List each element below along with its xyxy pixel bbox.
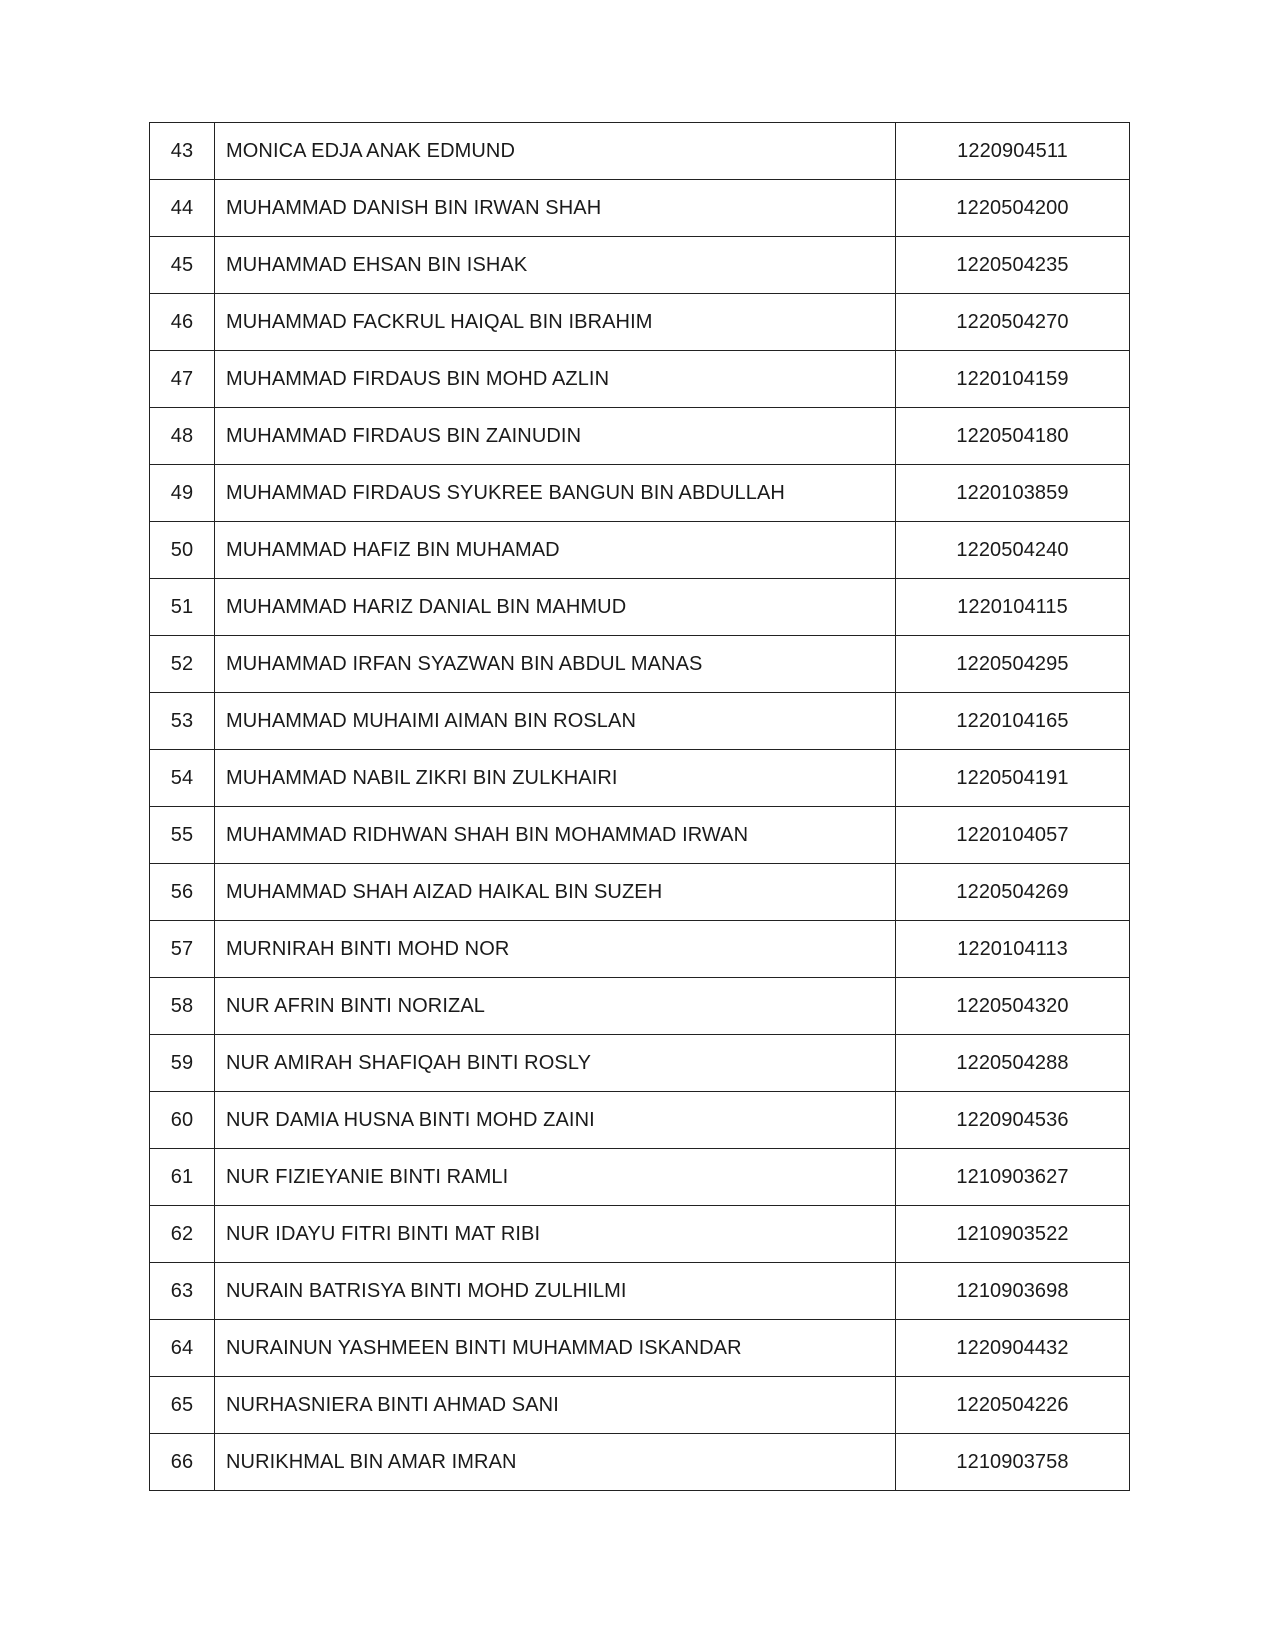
student-name-cell: NUR FIZIEYANIE BINTI RAMLI xyxy=(215,1149,896,1206)
table-row xyxy=(150,1035,1130,1092)
table-row xyxy=(150,864,1130,921)
student-id-cell: 1220504288 xyxy=(896,1035,1130,1092)
row-number-cell: 61 xyxy=(150,1149,215,1206)
row-number-cell: 48 xyxy=(150,408,215,465)
table-row xyxy=(150,351,1130,408)
student-id-cell: 1220904511 xyxy=(896,123,1130,180)
student-id-cell: 1220104057 xyxy=(896,807,1130,864)
student-id-cell: 1220104159 xyxy=(896,351,1130,408)
row-number-cell: 47 xyxy=(150,351,215,408)
table-row xyxy=(150,1377,1130,1434)
student-name-cell: NUR DAMIA HUSNA BINTI MOHD ZAINI xyxy=(215,1092,896,1149)
table-row xyxy=(150,1263,1130,1320)
student-id-cell: 1220504320 xyxy=(896,978,1130,1035)
student-id-cell: 1220504240 xyxy=(896,522,1130,579)
student-name-cell: MUHAMMAD EHSAN BIN ISHAK xyxy=(215,237,896,294)
row-number-cell: 45 xyxy=(150,237,215,294)
table-row xyxy=(150,978,1130,1035)
table-row xyxy=(150,1434,1130,1491)
table-row xyxy=(150,693,1130,750)
student-id-cell: 1220104113 xyxy=(896,921,1130,978)
student-id-cell: 1220504295 xyxy=(896,636,1130,693)
table-row xyxy=(150,237,1130,294)
student-name-cell: NUR IDAYU FITRI BINTI MAT RIBI xyxy=(215,1206,896,1263)
student-id-cell: 1220504191 xyxy=(896,750,1130,807)
student-name-cell: MUHAMMAD FIRDAUS BIN MOHD AZLIN xyxy=(215,351,896,408)
row-number-cell: 57 xyxy=(150,921,215,978)
table-row xyxy=(150,465,1130,522)
student-name-cell: MUHAMMAD HARIZ DANIAL BIN MAHMUD xyxy=(215,579,896,636)
row-number-cell: 52 xyxy=(150,636,215,693)
student-name-cell: NURAINUN YASHMEEN BINTI MUHAMMAD ISKANDAR xyxy=(215,1320,896,1377)
table-row xyxy=(150,522,1130,579)
student-name-cell: MUHAMMAD DANISH BIN IRWAN SHAH xyxy=(215,180,896,237)
student-name-cell: MUHAMMAD FACKRUL HAIQAL BIN IBRAHIM xyxy=(215,294,896,351)
table-row xyxy=(150,1149,1130,1206)
row-number-cell: 55 xyxy=(150,807,215,864)
student-id-cell: 1220104115 xyxy=(896,579,1130,636)
student-name-cell: MONICA EDJA ANAK EDMUND xyxy=(215,123,896,180)
student-id-cell: 1220904536 xyxy=(896,1092,1130,1149)
student-name-cell: MUHAMMAD IRFAN SYAZWAN BIN ABDUL MANAS xyxy=(215,636,896,693)
student-id-cell: 1220504180 xyxy=(896,408,1130,465)
table-row xyxy=(150,123,1130,180)
row-number-cell: 46 xyxy=(150,294,215,351)
table-row xyxy=(150,408,1130,465)
row-number-cell: 43 xyxy=(150,123,215,180)
student-name-cell: MUHAMMAD HAFIZ BIN MUHAMAD xyxy=(215,522,896,579)
student-id-cell: 1220103859 xyxy=(896,465,1130,522)
table-row xyxy=(150,750,1130,807)
table-row xyxy=(150,1320,1130,1377)
student-name-cell: NURHASNIERA BINTI AHMAD SANI xyxy=(215,1377,896,1434)
student-id-cell: 1220904432 xyxy=(896,1320,1130,1377)
row-number-cell: 60 xyxy=(150,1092,215,1149)
student-table xyxy=(149,122,1130,1491)
row-number-cell: 66 xyxy=(150,1434,215,1491)
table-row xyxy=(150,921,1130,978)
row-number-cell: 58 xyxy=(150,978,215,1035)
table-row xyxy=(150,807,1130,864)
student-id-cell: 1210903627 xyxy=(896,1149,1130,1206)
student-name-cell: MUHAMMAD RIDHWAN SHAH BIN MOHAMMAD IRWAN xyxy=(215,807,896,864)
student-id-cell: 1220504269 xyxy=(896,864,1130,921)
table-row xyxy=(150,180,1130,237)
row-number-cell: 59 xyxy=(150,1035,215,1092)
student-id-cell: 1220504226 xyxy=(896,1377,1130,1434)
student-id-cell: 1220104165 xyxy=(896,693,1130,750)
student-id-cell: 1220504200 xyxy=(896,180,1130,237)
table-row xyxy=(150,636,1130,693)
student-name-cell: NUR AFRIN BINTI NORIZAL xyxy=(215,978,896,1035)
row-number-cell: 50 xyxy=(150,522,215,579)
row-number-cell: 49 xyxy=(150,465,215,522)
row-number-cell: 51 xyxy=(150,579,215,636)
row-number-cell: 56 xyxy=(150,864,215,921)
student-id-cell: 1220504270 xyxy=(896,294,1130,351)
student-id-cell: 1210903522 xyxy=(896,1206,1130,1263)
student-id-cell: 1210903758 xyxy=(896,1434,1130,1491)
student-name-cell: MUHAMMAD FIRDAUS BIN ZAINUDIN xyxy=(215,408,896,465)
table-row xyxy=(150,1206,1130,1263)
row-number-cell: 65 xyxy=(150,1377,215,1434)
student-name-cell: NURAIN BATRISYA BINTI MOHD ZULHILMI xyxy=(215,1263,896,1320)
student-name-cell: NURIKHMAL BIN AMAR IMRAN xyxy=(215,1434,896,1491)
row-number-cell: 63 xyxy=(150,1263,215,1320)
table-row xyxy=(150,294,1130,351)
row-number-cell: 62 xyxy=(150,1206,215,1263)
row-number-cell: 64 xyxy=(150,1320,215,1377)
student-id-cell: 1220504235 xyxy=(896,237,1130,294)
row-number-cell: 53 xyxy=(150,693,215,750)
row-number-cell: 54 xyxy=(150,750,215,807)
table-row xyxy=(150,579,1130,636)
table-row xyxy=(150,1092,1130,1149)
student-name-cell: MUHAMMAD MUHAIMI AIMAN BIN ROSLAN xyxy=(215,693,896,750)
row-number-cell: 44 xyxy=(150,180,215,237)
student-table-body xyxy=(150,123,1130,1491)
student-name-cell: MUHAMMAD FIRDAUS SYUKREE BANGUN BIN ABDULLAH xyxy=(215,465,896,522)
student-id-cell: 1210903698 xyxy=(896,1263,1130,1320)
student-name-cell: NUR AMIRAH SHAFIQAH BINTI ROSLY xyxy=(215,1035,896,1092)
student-name-cell: MUHAMMAD SHAH AIZAD HAIKAL BIN SUZEH xyxy=(215,864,896,921)
student-name-cell: MUHAMMAD NABIL ZIKRI BIN ZULKHAIRI xyxy=(215,750,896,807)
student-name-cell: MURNIRAH BINTI MOHD NOR xyxy=(215,921,896,978)
